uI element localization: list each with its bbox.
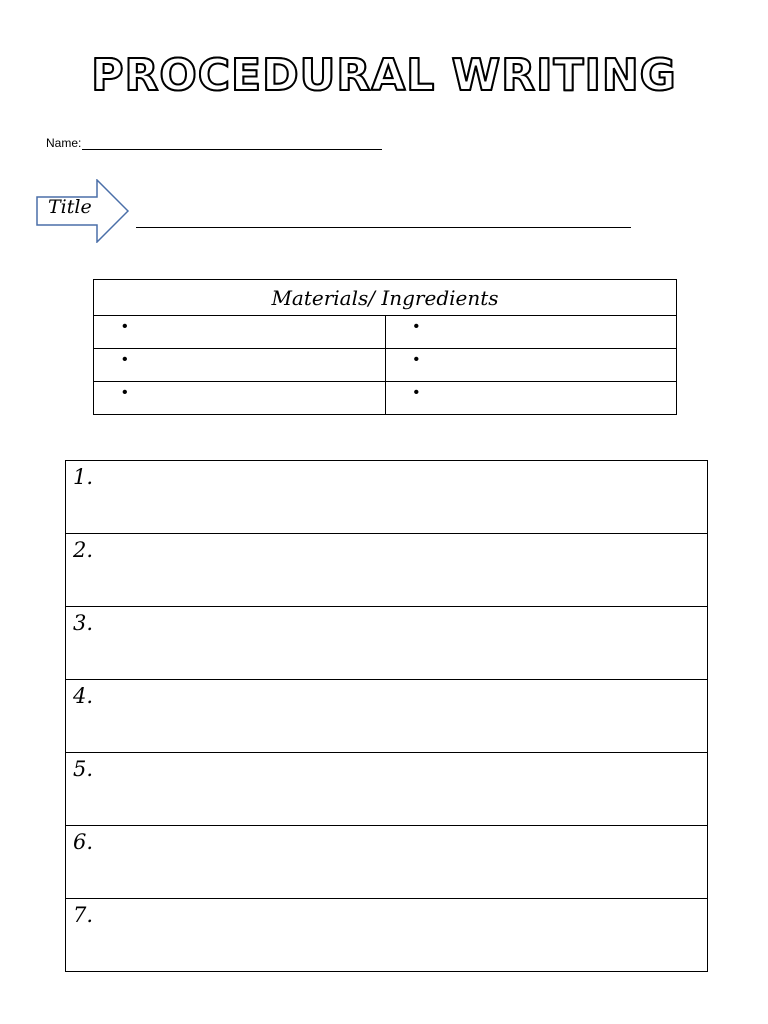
steps-table [65, 460, 708, 972]
step-cell[interactable]: 1. [66, 461, 708, 534]
table-row [94, 382, 677, 415]
name-field [46, 136, 382, 150]
step-row [66, 461, 708, 534]
title-label: Title [48, 196, 92, 218]
step-cell[interactable]: 3. [66, 607, 708, 680]
step-row [66, 607, 708, 680]
material-cell[interactable]: • [385, 349, 677, 382]
name-input-line[interactable] [82, 137, 382, 150]
step-row [66, 680, 708, 753]
step-cell[interactable]: 4. [66, 680, 708, 753]
step-row [66, 826, 708, 899]
table-row [94, 316, 677, 349]
materials-table [93, 279, 677, 415]
title-input-line[interactable] [136, 227, 631, 228]
step-row [66, 534, 708, 607]
step-row [66, 899, 708, 972]
material-cell[interactable]: • [385, 382, 677, 415]
materials-heading: Materials/ Ingredients [94, 280, 677, 316]
material-cell[interactable]: • [94, 349, 386, 382]
step-cell[interactable]: 7. [66, 899, 708, 972]
material-cell[interactable]: • [385, 316, 677, 349]
step-cell[interactable]: 6. [66, 826, 708, 899]
name-label: Name: [46, 136, 82, 150]
page-title: PROCEDURAL WRITING [91, 50, 677, 101]
step-row [66, 753, 708, 826]
step-cell[interactable]: 5. [66, 753, 708, 826]
material-cell[interactable]: • [94, 382, 386, 415]
material-cell[interactable]: • [94, 316, 386, 349]
step-cell[interactable]: 2. [66, 534, 708, 607]
table-row [94, 349, 677, 382]
